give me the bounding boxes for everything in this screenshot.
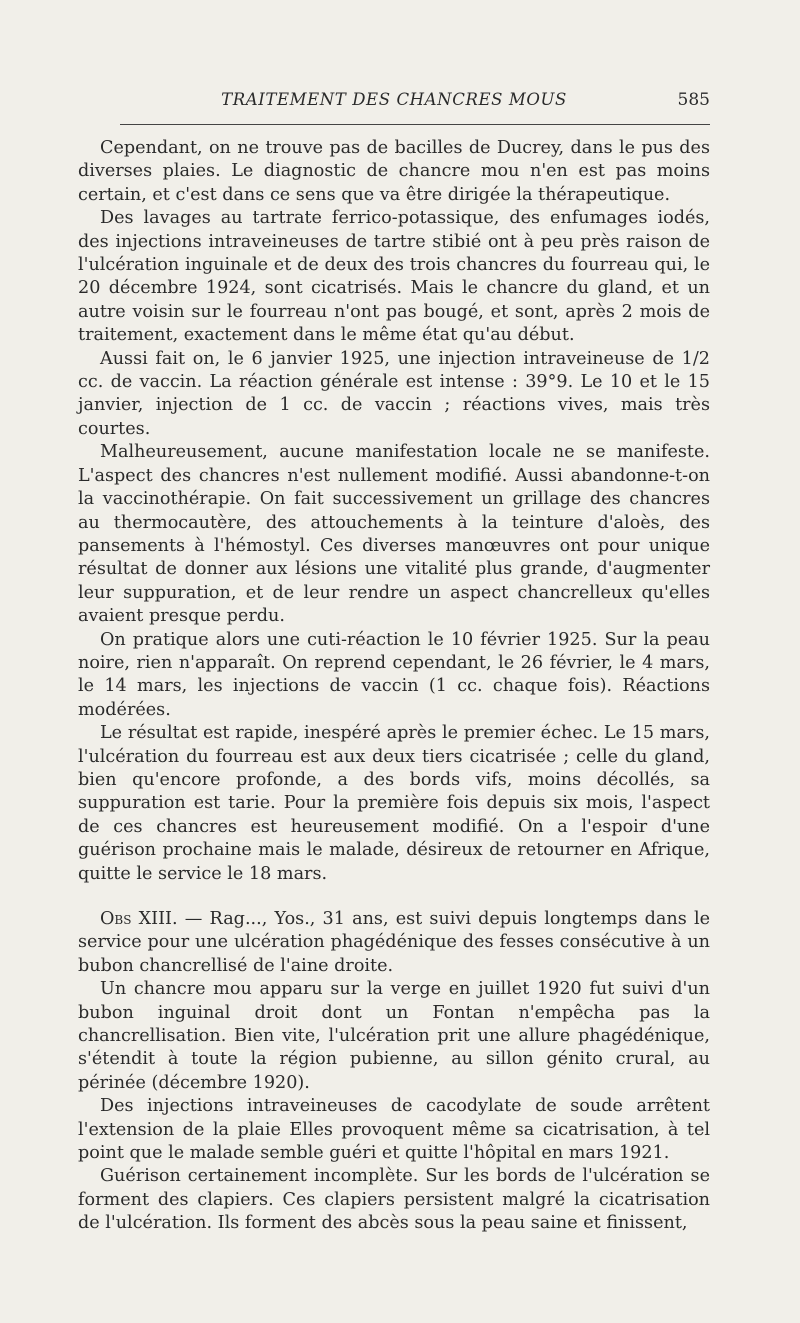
page-number: 585 [677, 90, 710, 110]
observation-intro [78, 908, 710, 978]
book-page [78, 88, 710, 1236]
paragraph: Aussi fait on, le 6 janvier 1925, une injection intraveineuse de 1/2 cc. de vaccin. La réaction générale est intense : 39°9. Le 10 et le 15 janvier, injection de 1 cc. de vaccin ; réactions vives, mais très courtes. [78, 348, 710, 439]
running-title: TRAITEMENT DES CHANCRES MOUS [221, 90, 567, 109]
paragraph: Le résultat est rapide, inespéré après le premier échec. Le 15 mars, l'ulcération du fourreau est aux deux tiers cicatrisée ; celle du gland, bien qu'encore profonde, a des bords vifs, moins décollés, sa suppuration est tarie. Pour la première fois depuis six mois, l'aspect de ces chancres est heureusement modifié. On a l'espoir d'une guérison prochaine mais le malade, désireux de retourner en Afrique, quitte le service le 18 mars. [78, 723, 710, 884]
observation-intro-text: — Rag..., Yos., 31 ans, est suivi depuis longtemps dans le service pour une ulcération phagédénique des fesses consécutive à un bubon chancrellisé de l'aine droite. [78, 909, 710, 976]
page-header [78, 88, 710, 114]
observation-heading: Obs XIII. [100, 909, 178, 929]
paragraph: Un chancre mou apparu sur la verge en juillet 1920 fut suivi d'un bubon inguinal droit dont un Fontan n'empêcha pas la chancrellisation. Bien vite, l'ulcération prit une allure phagédénique, s'étendit à toute la région pubienne, au sillon génito crural, au périnée (décembre 1920). [78, 979, 710, 1093]
paragraph: Des lavages au tartrate ferrico-potassique, des enfumages iodés, des injections intraveineuses de tartre stibié ont à peu près raison de l'ulcération inguinale et de deux des trois chancres du fourreau qui, le 20 décembre 1924, sont cicatrisés. Mais le chancre du gland, et un autre voisin sur le fourreau n'ont pas bougé, et sont, après 2 mois de traitement, exactement dans le même état qu'au début. [78, 208, 710, 346]
paragraph: On pratique alors une cuti-réaction le 10 février 1925. Sur la peau noire, rien n'apparaît. On reprend cependant, le 26 février, le 4 mars, le 14 mars, les injections de vaccin (1 cc. chaque fois). Réactions modérées. [78, 629, 710, 720]
paragraph: Des injections intraveineuses de cacodylate de soude arrêtent l'extension de la plaie Elles provoquent même sa cicatrisation, à tel point que le malade semble guéri et quitte l'hôpital en mars 1921. [78, 1096, 710, 1164]
header-rule [120, 124, 710, 125]
paragraph: Malheureusement, aucune manifestation locale ne se manifeste. L'aspect des chancres n'est nullement modifié. Aussi abandonne-t-on la vaccinothérapie. On fait successivement un grillage des chancres au thermocautère, des attouchements à la teinture d'aloès, des pansements à l'hémostyl. Ces diverses manœuvres ont pour unique résultat de donner aux lésions une vitalité plus grande, d'augmenter leur suppuration, et de leur rendre un aspect chancrelleux qu'elles avaient presque perdu. [78, 442, 710, 627]
paragraph: Guérison certainement incomplète. Sur les bords de l'ulcération se forment des clapiers. Ces clapiers persistent malgré la cicatrisation de l'ulcération. Ils forment des abcès sous la peau saine et finissent, [78, 1166, 710, 1234]
paragraph: Cependant, on ne trouve pas de bacilles de Ducrey, dans le pus des diverses plaies. Le diagnostic de chancre mou n'en est pas moins certain, et c'est dans ce sens que va être dirigée la thérapeutique. [78, 138, 710, 205]
